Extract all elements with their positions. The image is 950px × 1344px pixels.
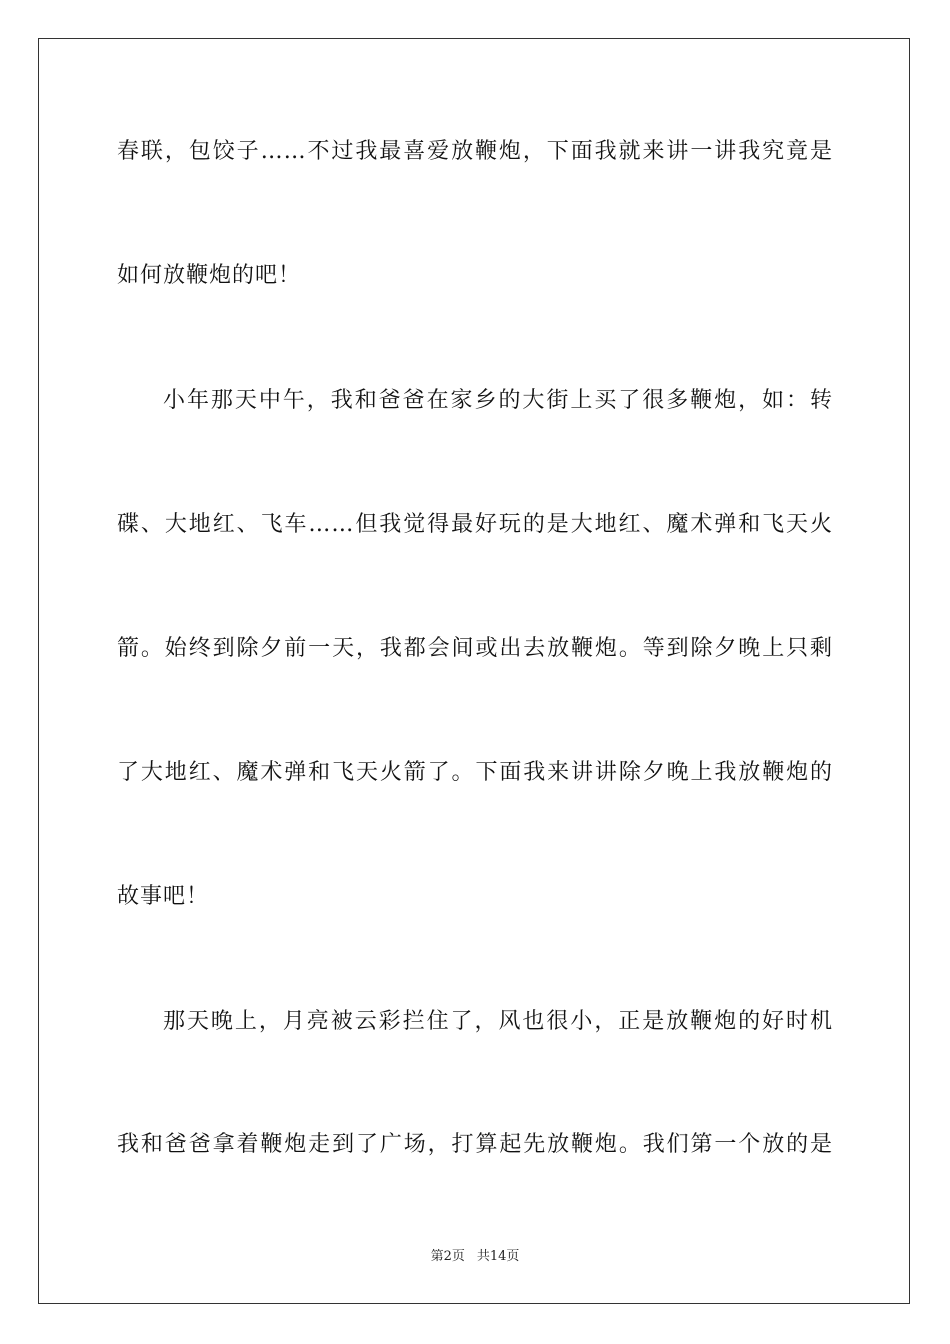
- text-line-5: 箭。始终到除夕前一天，我都会间或出去放鞭炮。等到除夕晚上只剩: [117, 636, 833, 661]
- text-line-7: 故事吧！: [117, 884, 210, 909]
- text-line-3: 小年那天中午，我和爸爸在家乡的大街上买了很多鞭炮，如：转: [163, 388, 833, 413]
- page-number: 第2页: [430, 1249, 465, 1264]
- page-total: 共14页: [476, 1249, 520, 1264]
- text-line-9: 我和爸爸拿着鞭炮走到了广场，打算起先放鞭炮。我们第一个放的是: [117, 1132, 833, 1157]
- text-line-8: 那天晚上，月亮被云彩拦住了，风也很小，正是放鞭炮的好时机: [163, 1009, 833, 1034]
- text-line-1: 春联，包饺子……不过我最喜爱放鞭炮，下面我就来讲一讲我究竟是: [117, 139, 833, 164]
- text-line-6: 了大地红、魔术弹和飞天火箭了。下面我来讲讲除夕晚上我放鞭炮的: [117, 760, 833, 785]
- page-footer: [0, 1248, 950, 1266]
- text-line-2: 如何放鞭炮的吧！: [117, 263, 302, 288]
- text-line-4: 碟、大地红、飞车……但我觉得最好玩的是大地红、魔术弹和飞天火: [117, 512, 833, 537]
- page-border: [38, 38, 910, 1304]
